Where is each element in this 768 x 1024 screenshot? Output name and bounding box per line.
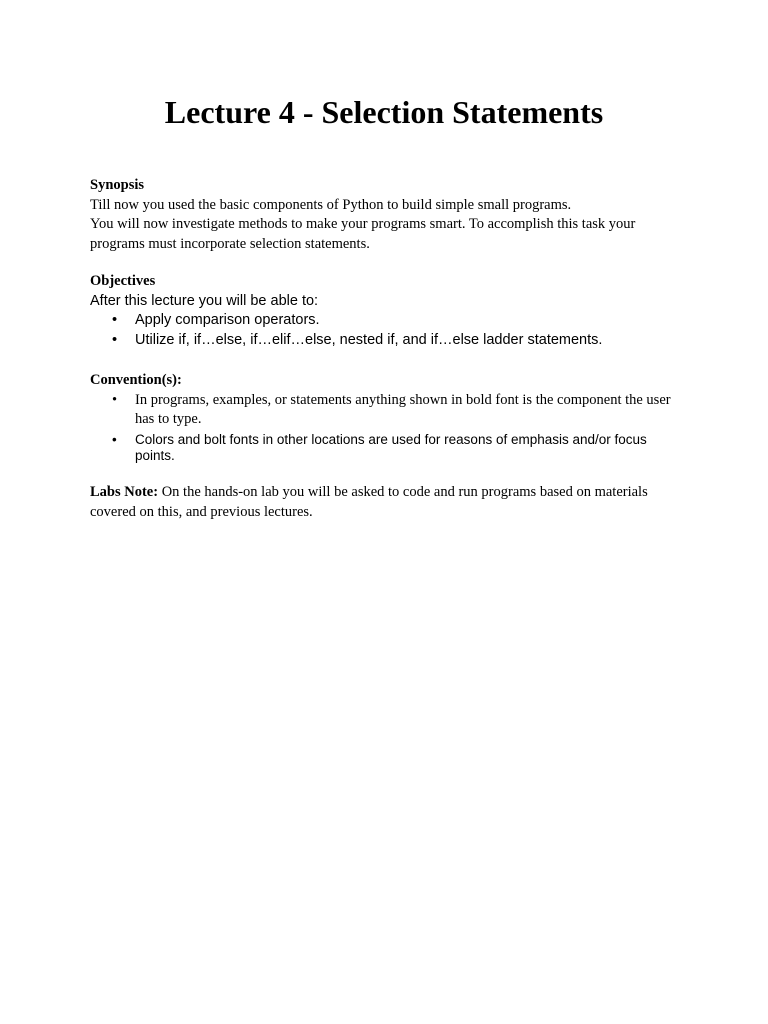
convention-item-text: In programs, examples, or statements anything shown in bold font is the component the user has to type. xyxy=(135,391,671,427)
synopsis-section xyxy=(90,176,690,254)
synopsis-line-2: You will now investigate methods to make your programs smart. To accomplish this task your programs must incorporate selection statements. xyxy=(90,216,636,252)
list-item xyxy=(90,432,690,465)
list-item xyxy=(90,391,690,430)
labs-note-section xyxy=(90,483,690,522)
objectives-section xyxy=(90,272,690,350)
objectives-heading: Objectives xyxy=(90,273,156,289)
labs-note-paragraph xyxy=(90,483,690,522)
conventions-section xyxy=(90,371,690,465)
list-item xyxy=(90,331,690,351)
convention-item-text: Colors and bolt fonts in other locations are used for reasons of emphasis and/or focus points. xyxy=(135,431,647,463)
bullet-icon: • xyxy=(112,431,117,447)
objective-item-text: Apply comparison operators. xyxy=(135,312,320,328)
synopsis-line-1: Till now you used the basic components of Python to build simple small programs. xyxy=(90,196,572,213)
list-item xyxy=(90,311,690,331)
bullet-icon: • xyxy=(112,391,118,408)
bullet-icon: • xyxy=(112,312,118,328)
conventions-heading: Convention(s): xyxy=(90,372,182,388)
page-title: Lecture 4 - Selection Statements xyxy=(164,94,604,130)
conventions-list xyxy=(90,391,690,465)
labs-note-label: Labs Note: xyxy=(90,484,159,500)
objectives-list xyxy=(90,311,690,350)
objective-item-text: Utilize if, if…else, if…elif…else, nested if, and if…else ladder statements. xyxy=(135,331,603,348)
objectives-intro: After this lecture you will be able to: xyxy=(90,292,319,309)
labs-note-text: On the hands-on lab you will be asked to code and run programs based on materials covered on this, and previous lectures. xyxy=(90,484,648,520)
bullet-icon: • xyxy=(112,331,118,348)
synopsis-heading: Synopsis xyxy=(90,177,145,193)
